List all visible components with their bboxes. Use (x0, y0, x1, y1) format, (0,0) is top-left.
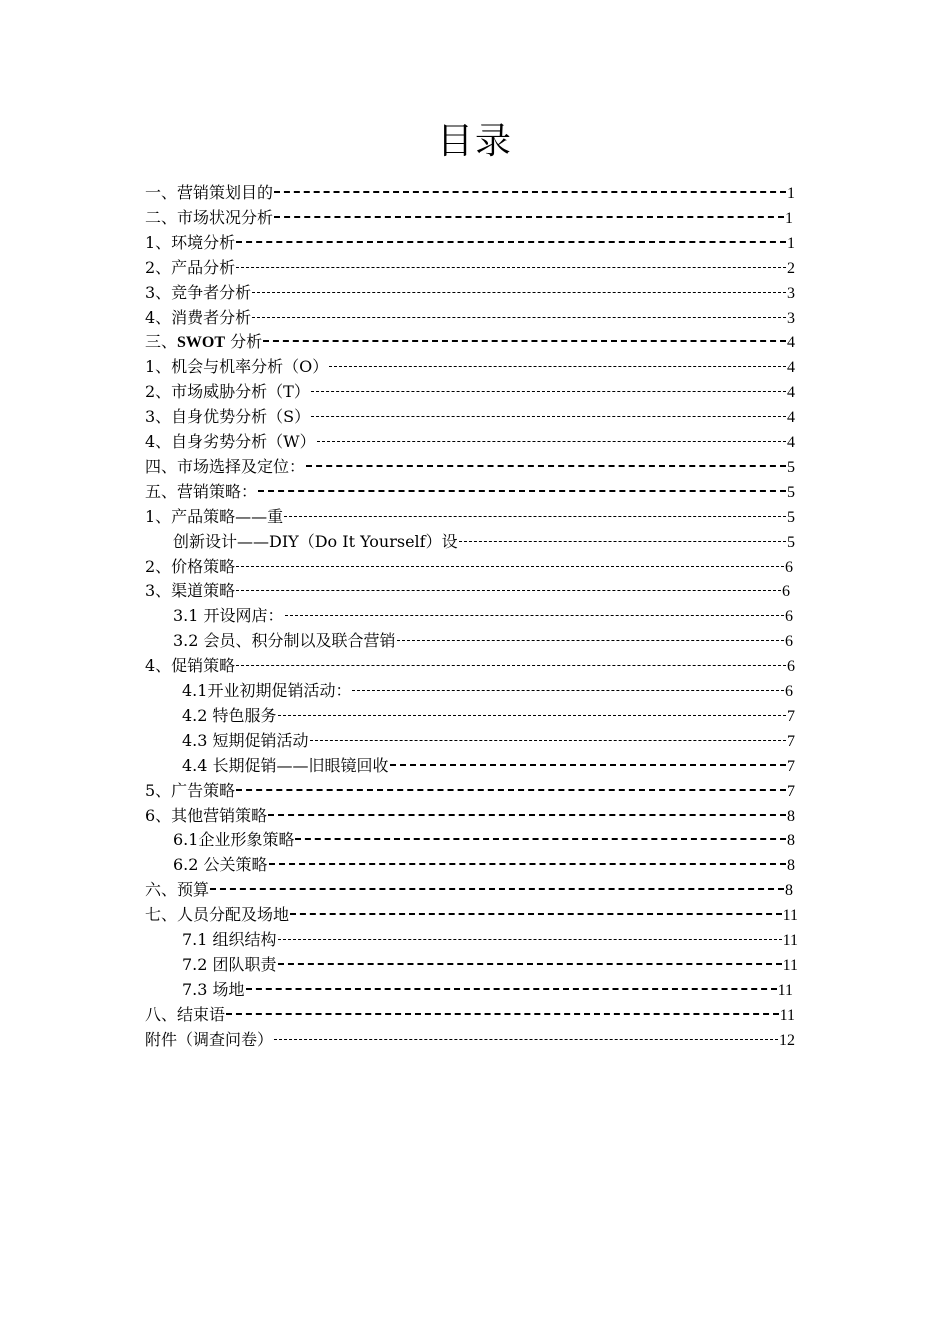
page-title: 目录 (436, 121, 513, 162)
toc-entry-label: 五、营销策略： (145, 481, 258, 501)
dot-leader (258, 490, 786, 492)
dot-leader (246, 988, 777, 990)
toc-entry-label: 1、机会与机率分析（O） (145, 357, 329, 377)
toc-entry-label: 1、环境分析 (145, 232, 236, 252)
toc-entry[interactable] (173, 603, 793, 628)
dot-leader (295, 838, 786, 840)
dot-leader (390, 764, 786, 766)
toc-entry[interactable] (145, 877, 793, 902)
toc-entry-label: 2、价格策略 (145, 556, 236, 576)
toc-entry-label: 4、消费者分析 (145, 307, 252, 327)
toc-entry-page-number: 5 (787, 458, 795, 476)
toc-entry-label: 三、SWOT 分析 (145, 332, 263, 352)
toc-entry-page-number: 7 (787, 707, 795, 725)
dot-leader (236, 789, 786, 791)
toc-entry-page-number: 1 (787, 234, 795, 252)
toc-entry[interactable] (145, 578, 790, 603)
toc-entry-page-number: 6 (785, 558, 793, 576)
toc-entry[interactable] (145, 354, 795, 379)
toc-entry[interactable] (145, 305, 795, 330)
toc-entry[interactable] (173, 529, 795, 554)
toc-entry[interactable] (145, 778, 795, 803)
toc-entry[interactable] (145, 230, 795, 255)
toc-entry-page-number: 11 (782, 907, 798, 925)
toc-entry-page-number: 4 (787, 409, 795, 427)
toc-entry[interactable] (173, 628, 793, 653)
dot-leader (236, 665, 786, 666)
toc-entry-page-number: 8 (785, 882, 793, 900)
dot-leader (306, 465, 786, 467)
toc-entry-page-number: 3 (787, 284, 795, 302)
dot-leader (311, 391, 786, 392)
toc-entry-label: 4.4 长期促销——旧眼镜回收 (182, 755, 389, 775)
toc-entry-label: 附件（调查问卷） (145, 1029, 274, 1049)
dot-leader (236, 566, 784, 567)
toc-entry-label: 4.3 短期促销活动 (182, 730, 309, 750)
toc-entry[interactable] (145, 255, 795, 280)
dot-leader (290, 913, 782, 915)
toc-entry-page-number: 1 (785, 209, 793, 227)
toc-entry[interactable] (182, 977, 793, 1002)
dot-leader (459, 541, 786, 542)
toc-entry-label: 3、竞争者分析 (145, 282, 252, 302)
dot-leader (311, 416, 786, 417)
toc-entry[interactable] (182, 728, 795, 753)
toc-entry-label: 3、渠道策略 (145, 581, 236, 601)
toc-entry-page-number: 7 (787, 732, 795, 750)
dot-leader (274, 1039, 778, 1040)
toc-entry[interactable] (182, 927, 798, 952)
toc-entry-page-number: 11 (782, 956, 798, 974)
toc-entry[interactable] (145, 479, 795, 504)
toc-entry[interactable] (182, 952, 798, 977)
toc-entry[interactable] (182, 703, 795, 728)
toc-entry-page-number: 5 (787, 483, 795, 501)
toc-entry-label: 六、预算 (145, 880, 210, 900)
toc-entry-label: 6.2 公关策略 (173, 855, 268, 875)
toc-entry[interactable] (145, 1002, 795, 1027)
dot-leader (284, 516, 786, 517)
toc-entry-page-number: 7 (787, 757, 795, 775)
toc-entry[interactable] (145, 280, 795, 305)
toc-entry[interactable] (145, 803, 795, 828)
toc-entry-page-number: 5 (787, 533, 795, 551)
toc-entry-label: 一、营销策划目的 (145, 183, 274, 202)
dot-leader (317, 441, 786, 442)
toc-entry-page-number: 6 (787, 658, 795, 676)
dot-leader (236, 241, 786, 243)
toc-entry[interactable] (145, 329, 795, 354)
toc-entry-label: 5、广告策略 (145, 780, 236, 800)
toc-entry-page-number: 6 (785, 608, 793, 626)
toc-entry[interactable] (145, 1027, 795, 1052)
toc-entry[interactable] (145, 379, 795, 404)
toc-entry-page-number: 8 (787, 807, 795, 825)
toc-entry[interactable] (173, 827, 795, 852)
toc-entry[interactable] (145, 653, 795, 678)
toc-entry-label: 3.1 开设网店： (173, 606, 284, 626)
toc-entry[interactable] (145, 205, 793, 230)
toc-entry-label: 二、市场状况分析 (145, 207, 274, 227)
toc-entry-label: 7.2 团队职责 (182, 954, 277, 974)
toc-entry-label: 四、市场选择及定位： (145, 456, 306, 476)
dot-leader (236, 267, 786, 268)
dot-leader (274, 216, 784, 218)
toc-entry-label: 七、人员分配及场地 (145, 905, 290, 925)
dot-leader (329, 366, 786, 367)
toc-entry-label: 2、市场威胁分析（T） (145, 382, 310, 402)
toc-entry[interactable] (182, 678, 793, 703)
toc-entry-page-number: 8 (787, 832, 795, 850)
toc-entry-page-number: 3 (787, 309, 795, 327)
toc-entry[interactable] (145, 504, 795, 529)
dot-leader (285, 615, 784, 616)
toc-entry-page-number: 11 (777, 981, 793, 999)
dot-leader (252, 292, 786, 293)
dot-leader (252, 317, 786, 318)
dot-leader (278, 939, 782, 940)
toc-entry-label: 7.3 场地 (182, 979, 245, 999)
toc-entry-page-number: 7 (787, 782, 795, 800)
toc-entry-page-number: 5 (787, 508, 795, 526)
dot-leader (236, 590, 781, 591)
toc-entry-page-number: 2 (787, 259, 795, 277)
dot-leader (269, 863, 786, 865)
dot-leader (210, 888, 784, 890)
toc-entry-label: 4.1开业初期促销活动： (182, 681, 352, 700)
dot-leader (226, 1013, 779, 1015)
toc-entry-page-number: 6 (785, 683, 793, 700)
toc-entry[interactable] (145, 554, 793, 579)
toc-entry-label: 1、产品策略——重 (145, 506, 284, 526)
toc-entry[interactable] (182, 753, 795, 778)
toc-entry-label: 7.1 组织结构 (182, 930, 277, 949)
toc-entry-page-number: 4 (787, 334, 795, 352)
toc-entry-page-number: 1 (787, 185, 795, 202)
toc-entry-page-number: 8 (787, 857, 795, 875)
toc-entry[interactable] (145, 180, 795, 205)
toc-entry-page-number: 4 (787, 384, 795, 402)
toc-entry-page-number: 11 (779, 1006, 795, 1024)
toc-entry[interactable] (145, 404, 795, 429)
toc-entry-page-number: 12 (779, 1031, 795, 1049)
dot-leader (278, 963, 782, 965)
dot-leader (278, 715, 786, 716)
dot-leader (263, 340, 786, 342)
toc-entry-label: 3、自身优势分析（S） (145, 407, 311, 427)
toc-entry-label: 创新设计——DIY（Do It Yourself）设 (173, 531, 458, 551)
dot-leader (352, 690, 784, 691)
dot-leader (310, 740, 786, 741)
toc-entry-page-number: 6 (782, 583, 790, 601)
dot-leader (268, 814, 786, 816)
toc-entry-label: 2、产品分析 (145, 257, 236, 277)
toc-entry-page-number: 6 (785, 633, 793, 651)
toc-entry-page-number: 11 (782, 932, 798, 949)
toc-entry-label: 4.2 特色服务 (182, 705, 277, 725)
toc-entry-label: 4、促销策略 (145, 656, 236, 676)
toc-entry[interactable] (145, 429, 795, 454)
toc-entry-page-number: 4 (787, 359, 795, 377)
toc-entry-label: 6、其他营销策略 (145, 805, 268, 825)
toc-entry-label: 4、自身劣势分析（W） (145, 432, 316, 451)
dot-leader (397, 640, 784, 641)
toc-entry-label: 八、结束语 (145, 1004, 226, 1024)
toc-entry-page-number: 4 (787, 434, 795, 451)
toc-entry[interactable] (145, 454, 795, 479)
dot-leader (274, 191, 786, 193)
toc-entry-label: 6.1企业形象策略 (173, 830, 295, 850)
toc-entry-label: 3.2 会员、积分制以及联合营销 (173, 631, 396, 651)
toc-entry[interactable] (173, 852, 795, 877)
toc-entry[interactable] (145, 902, 798, 927)
